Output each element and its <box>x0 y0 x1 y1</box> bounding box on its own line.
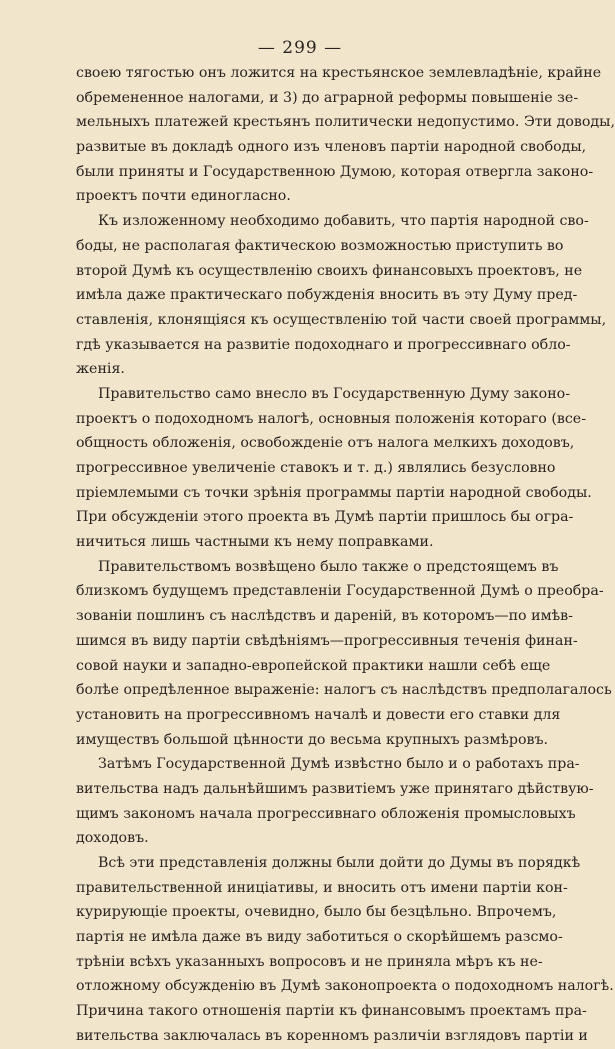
text-line: курирующіе проекты, очевидно, было бы безцѣльно. Впрочемъ, <box>76 904 557 921</box>
text-line: проектъ о подоходномъ налогѣ, основныя положенія котораго (все- <box>76 410 586 427</box>
text-line: второй Думѣ къ осуществленію своихъ финансовыхъ проектовъ, не <box>76 262 583 279</box>
text-line: были приняты и Государственною Думою, которая отвергла законо- <box>76 163 594 180</box>
text-line: болѣе опредѣленное выраженіе: налогъ съ наслѣдствъ предполагалось <box>76 682 612 699</box>
text-line: ставленія, клонящіяся къ осуществленію той части своей программы, <box>76 311 607 328</box>
text-line: отложному обсужденію въ Думѣ законопроекта о подоходномъ налогѣ. <box>76 978 614 995</box>
text-line: проектъ почти единогласно. <box>76 188 291 205</box>
text-line: вительства надъ дальнѣйшимъ развитіемъ уже принятаго дѣйствую- <box>76 780 594 797</box>
text-line: доходовъ. <box>76 830 149 847</box>
text-line: При обсужденіи этого проекта въ Думѣ партіи пришлось бы огра- <box>76 509 574 526</box>
text-line: боды, не располагая фактическою возможностью приступить во <box>76 237 564 254</box>
text-line: Къ изложенному необходимо добавить, что партія народной сво- <box>98 213 589 230</box>
page-number: — 299 — <box>257 38 343 58</box>
text-line: шимся въ виду партіи свѣдѣніямъ—прогрессивныя теченія финан- <box>76 632 578 649</box>
text-line: Правительство само внесло въ Государственную Думу законо- <box>98 385 571 402</box>
text-line: Всѣ эти представленія должны были дойти до Думы въ порядкѣ <box>98 855 581 871</box>
text-line: женія. <box>76 361 125 378</box>
text-line: своею тягостью онъ ложится на крестьянское землевладѣніе, крайне <box>76 65 602 81</box>
text-line: зованіи пошлинъ съ наслѣдствъ и дареній, въ которомъ—по имѣв- <box>76 608 573 625</box>
text-line: развитые въ докладѣ одного изъ членовъ партіи народной свободы, <box>76 139 587 156</box>
text-line: трѣніи всѣхъ указанныхъ вопросовъ и не приняла мѣръ къ не- <box>76 953 543 970</box>
body-text <box>76 61 615 1049</box>
text-line: партія не имѣла даже въ виду заботиться о скорѣйшемъ разсмо- <box>76 929 563 946</box>
text-line: совой науки и западно-европейской практики нашли себѣ еще <box>76 657 551 674</box>
text-line: пріемлемыми съ точки зрѣнія программы партіи народной свободы. <box>76 484 592 501</box>
text-line: близкомъ будущемъ представленіи Государственной Думѣ о преобра- <box>76 583 604 600</box>
text-line: имѣла даже практическаго побужденія вносить въ эту Думу пред- <box>76 287 578 304</box>
text-line: гдѣ указывается на развитіе подоходнаго и прогрессивнаго обло- <box>76 336 571 353</box>
text-line: ничиться лишь частными къ нему поправками. <box>76 534 434 551</box>
text-line: Затѣмъ Государственной Думѣ извѣстно было и о работахъ пра- <box>98 756 580 773</box>
text-line: мельныхъ платежей крестьянъ политически недопустимо. Эти доводы, <box>76 114 615 131</box>
text-line: прогрессивное увеличеніе ставокъ и т. д.) являлись безусловно <box>76 460 556 476</box>
text-line: вительства заключалась въ коренномъ различіи взглядовъ партіи и <box>76 1027 588 1044</box>
text-line: общность обложенія, освобожденіе отъ налога мелкихъ доходовъ, <box>76 435 575 452</box>
text-line: Причина такого отношенія партіи къ финансовымъ проектамъ пра- <box>76 1003 587 1020</box>
text-line: имуществъ большой цѣнности до весьма крупныхъ размѣровъ. <box>76 731 549 748</box>
text-line: обремененное налогами, и 3) до аграрной реформы повышеніе зе- <box>76 89 579 106</box>
text-line: правительственной иниціативы, и вносить отъ имени партіи кон- <box>76 879 568 896</box>
text-line: Правительствомъ возвѣщено было также о предстоящемъ въ <box>98 558 559 575</box>
text-line: щимъ закономъ начала прогрессивнаго обложенія промысловыхъ <box>76 805 576 822</box>
text-line: установить на прогрессивномъ началѣ и довести его ставки для <box>76 706 561 723</box>
